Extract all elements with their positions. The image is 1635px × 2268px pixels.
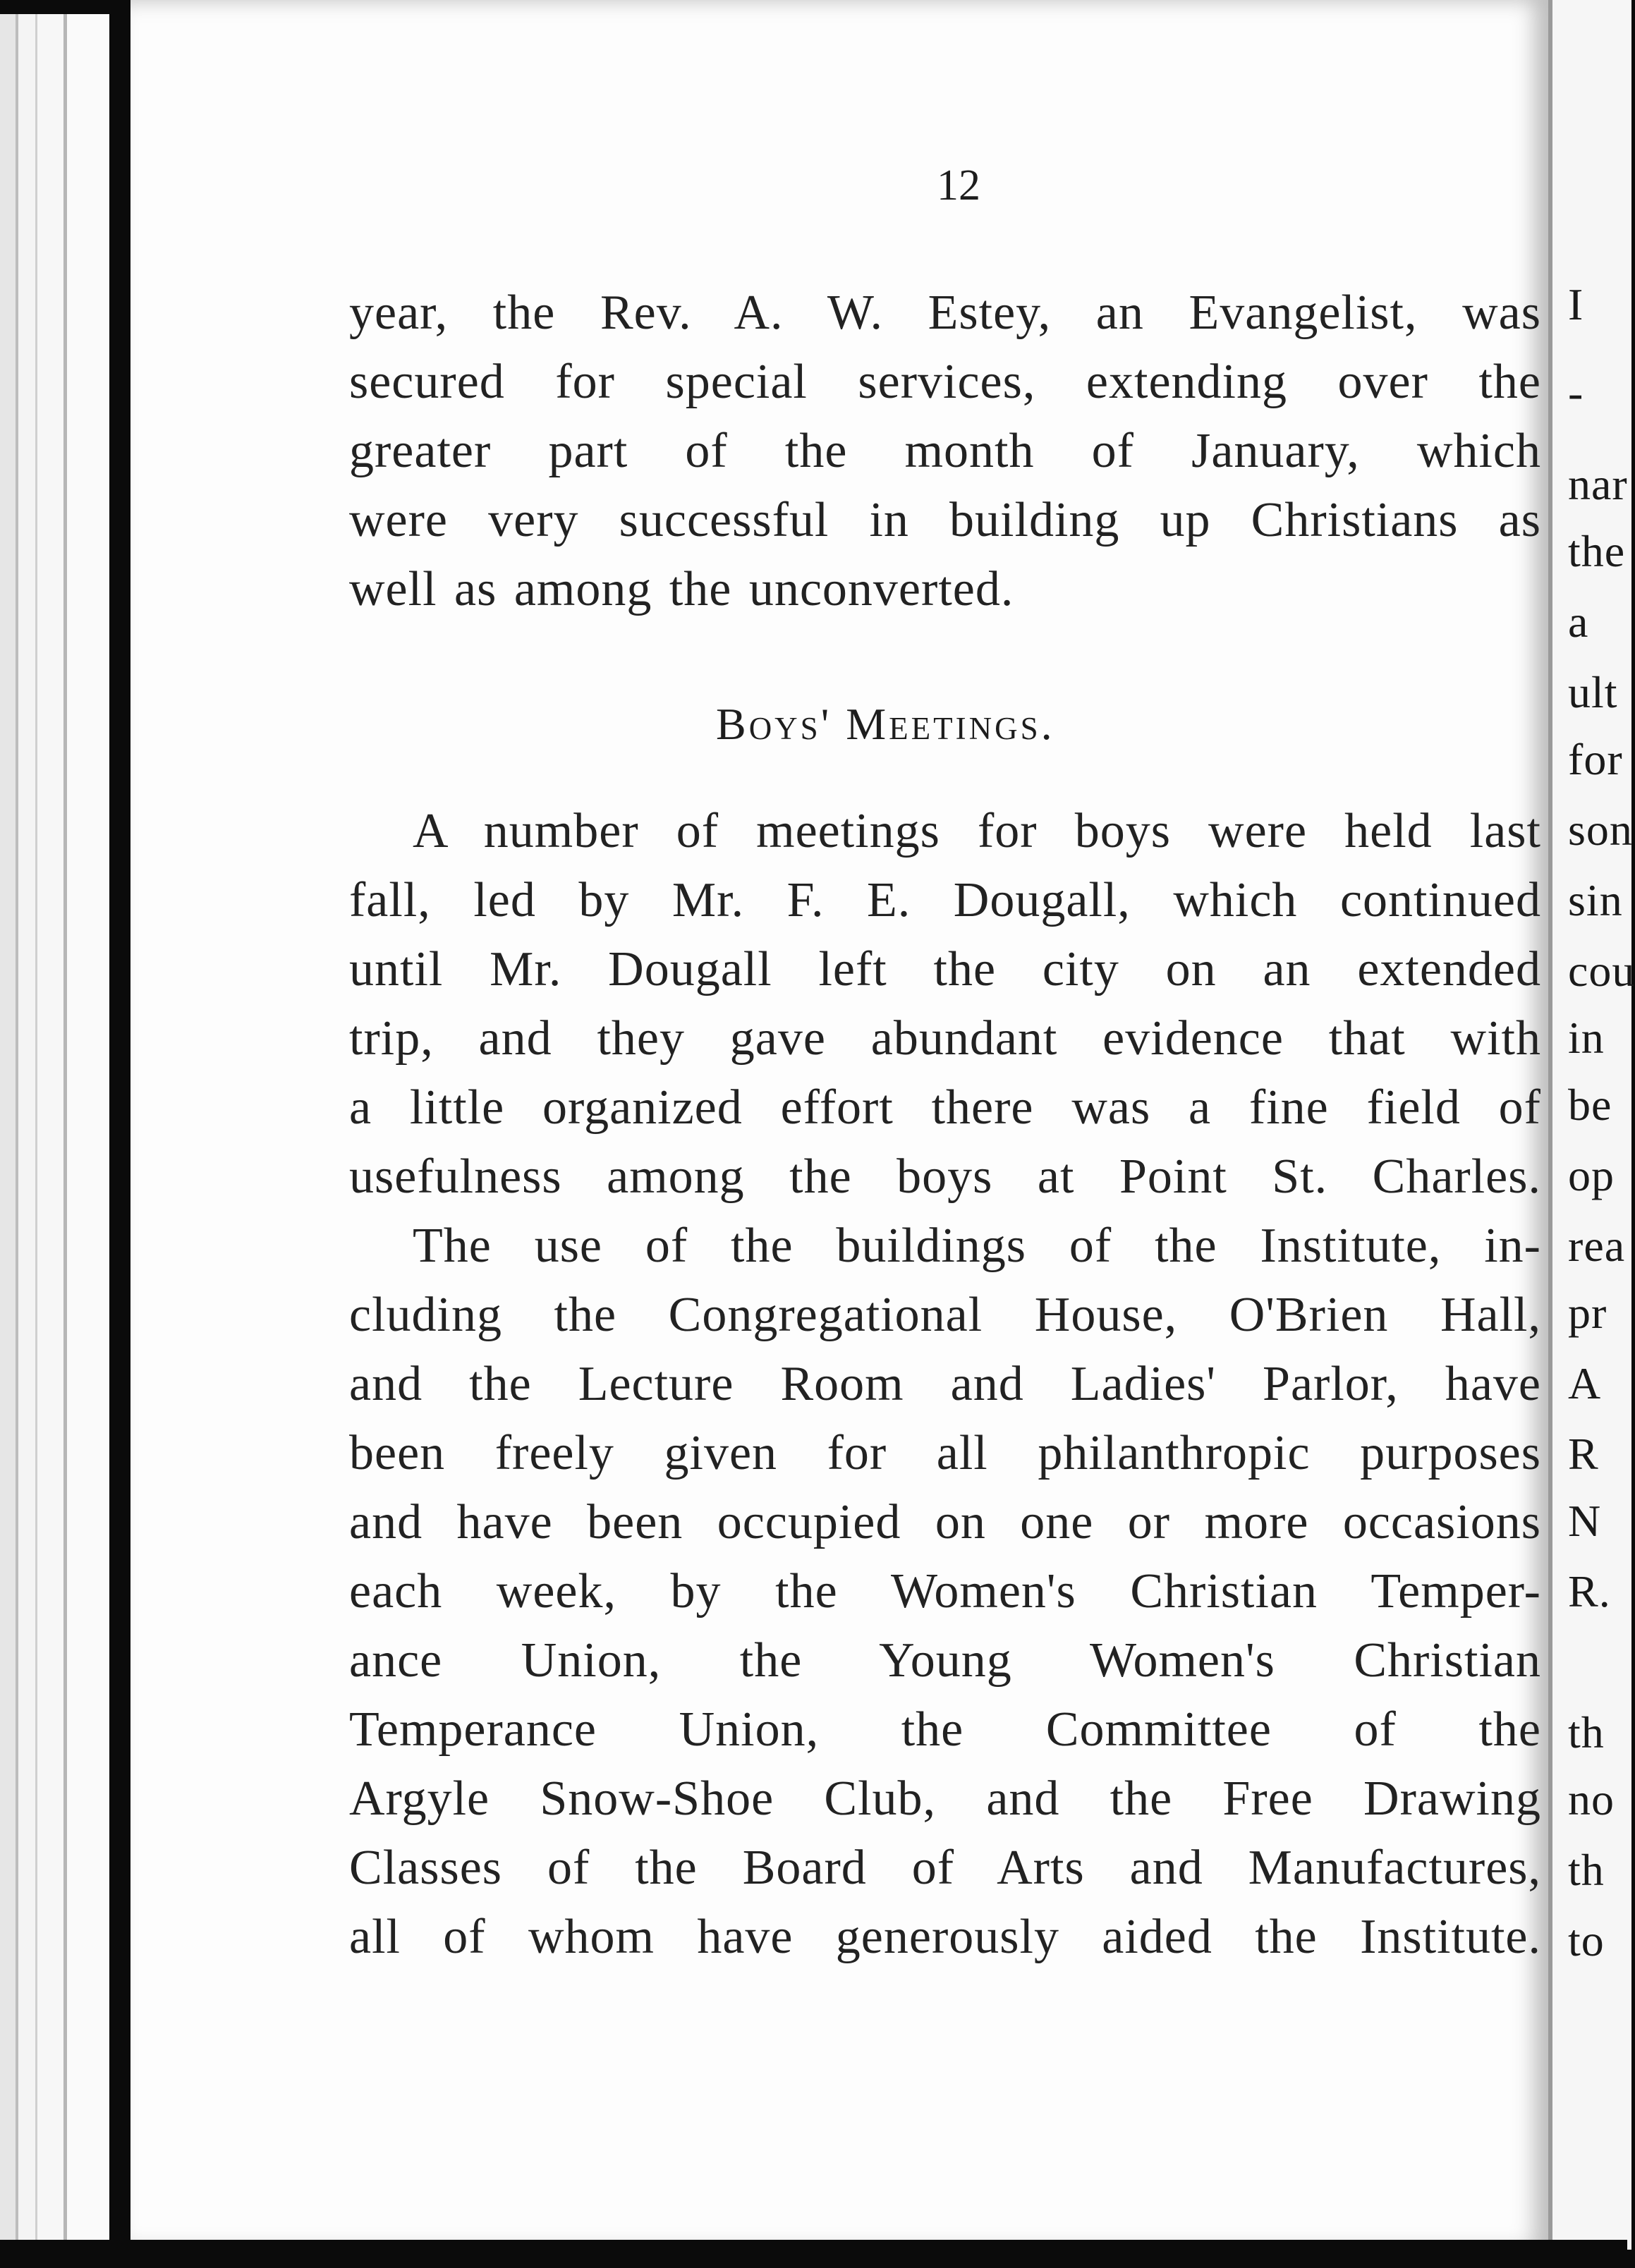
next-page-fragment: no bbox=[1568, 1774, 1615, 1824]
section-heading: Boys' Meetings. bbox=[716, 699, 1055, 749]
next-page-fragment: N bbox=[1568, 1496, 1602, 1546]
text-line: ance Union, the Young Women's Christian bbox=[349, 1633, 1541, 1688]
text-line: been freely given for all philanthropic purposes bbox=[349, 1426, 1541, 1480]
next-page-fragment: cou bbox=[1568, 946, 1635, 996]
text-line: were very successful in building up Christians as bbox=[349, 493, 1541, 547]
text-line: cluding the Congregational House, O'Brien Hall, bbox=[349, 1288, 1541, 1342]
text-line: well as among the unconverted. bbox=[349, 562, 1014, 616]
text-line: year, the Rev. A. W. Estey, an Evangelist, was bbox=[349, 286, 1541, 340]
next-page-edge bbox=[1548, 0, 1635, 2250]
next-page-fragment: ult bbox=[1568, 667, 1618, 717]
text-line: and the Lecture Room and Ladies' Parlor, have bbox=[349, 1357, 1541, 1411]
next-page-fragment: I bbox=[1568, 279, 1584, 329]
scan-border bbox=[0, 2240, 1627, 2268]
next-page-fragment: son bbox=[1568, 805, 1633, 855]
text-line: usefulness among the boys at Point St. Charles. bbox=[349, 1150, 1541, 1204]
next-page-fragment: in bbox=[1568, 1013, 1605, 1063]
next-page-fragment: rea bbox=[1568, 1221, 1626, 1271]
next-page-fragment: sin bbox=[1568, 875, 1623, 925]
next-page-fragment: to bbox=[1568, 1915, 1605, 1965]
next-page-fragment: for bbox=[1568, 734, 1623, 784]
text-line: a little organized effort there was a fine field of bbox=[349, 1080, 1541, 1135]
next-page-fragment: pr bbox=[1568, 1288, 1607, 1338]
text-line: Argyle Snow-Shoe Club, and the Free Drawing bbox=[349, 1772, 1541, 1826]
next-page-fragment: - bbox=[1568, 367, 1584, 417]
next-page-fragment: th bbox=[1568, 1707, 1605, 1757]
text-line: fall, led by Mr. F. E. Dougall, which continued bbox=[349, 873, 1541, 927]
text-line: A number of meetings for boys were held last bbox=[413, 804, 1541, 858]
text-line: until Mr. Dougall left the city on an extended bbox=[349, 942, 1541, 996]
text-line: all of whom have generously aided the Institute. bbox=[349, 1910, 1541, 1964]
next-page-fragment: th bbox=[1568, 1845, 1605, 1895]
text-line: Classes of the Board of Arts and Manufactures, bbox=[349, 1841, 1541, 1895]
next-page-fragment: R. bbox=[1568, 1566, 1611, 1616]
next-page-fragment: nar bbox=[1568, 459, 1628, 509]
next-page-fragment: A bbox=[1568, 1358, 1602, 1408]
text-line: each week, by the Women's Christian Temper- bbox=[349, 1564, 1541, 1618]
text-line: trip, and they gave abundant evidence that with bbox=[349, 1011, 1541, 1066]
next-page-fragment: be bbox=[1568, 1080, 1612, 1130]
next-page-fragment: op bbox=[1568, 1150, 1615, 1200]
text-line: The use of the buildings of the Institute, in- bbox=[413, 1219, 1541, 1273]
text-line: secured for special services, extending over the bbox=[349, 355, 1541, 409]
next-page-fragment: R bbox=[1568, 1429, 1599, 1479]
text-line: and have been occupied on one or more occasions bbox=[349, 1495, 1541, 1549]
text-line: greater part of the month of January, which bbox=[349, 424, 1541, 478]
page-number: 12 bbox=[937, 161, 980, 209]
next-page-fragment: a bbox=[1568, 597, 1589, 647]
text-line: Temperance Union, the Committee of the bbox=[349, 1702, 1541, 1757]
next-page-fragment: the bbox=[1568, 526, 1626, 576]
page-edge bbox=[63, 14, 109, 2240]
